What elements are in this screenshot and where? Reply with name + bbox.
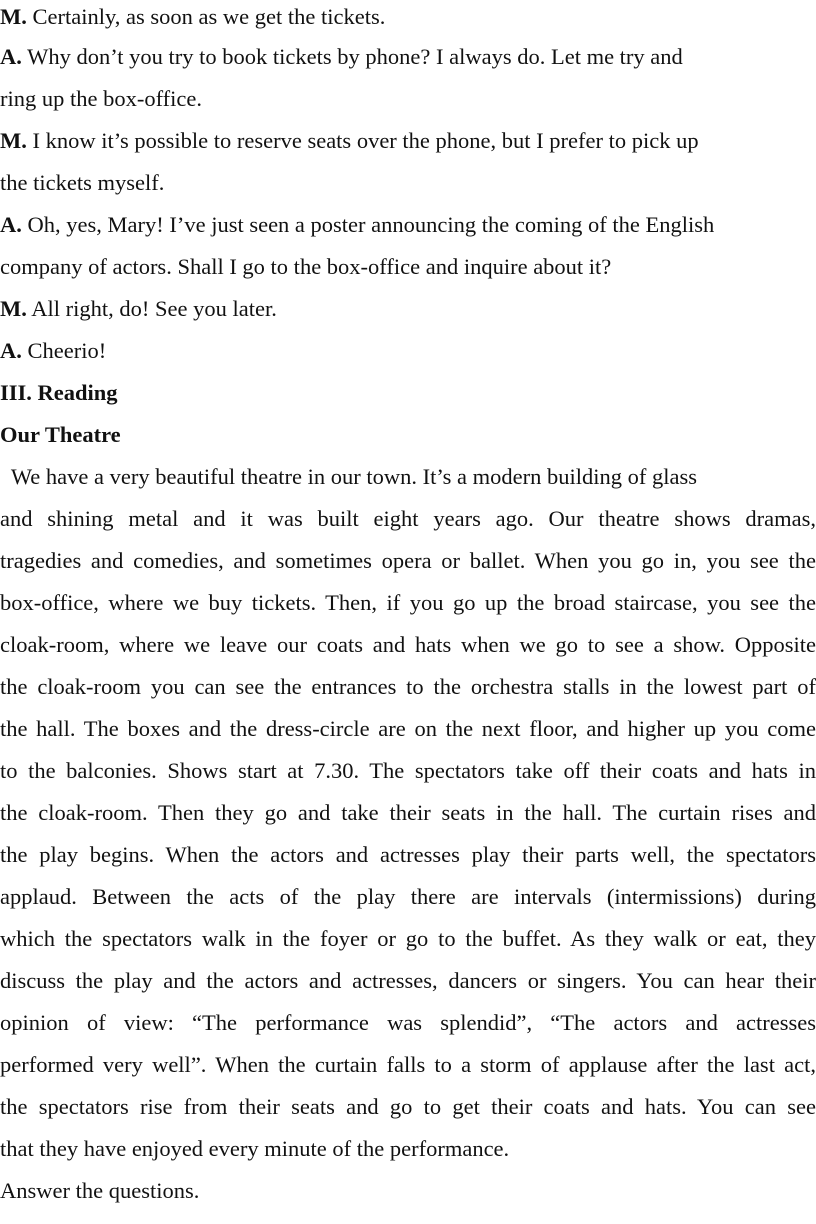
dialogue-line bbox=[0, 37, 816, 77]
instruction-text: Answer the questions. bbox=[0, 1178, 200, 1203]
dialogue-text: company of actors. Shall I go to the box-office and inquire about it? bbox=[0, 254, 612, 279]
paragraph-line: box-office, where we buy tickets. Then, if you go up the broad staircase, you see the bbox=[0, 590, 816, 615]
dialogue-line bbox=[0, 331, 816, 371]
dialogue-line bbox=[0, 289, 816, 329]
dialogue-line bbox=[0, 121, 816, 161]
speaker-label: M. bbox=[0, 128, 27, 153]
speaker-label: A. bbox=[0, 44, 22, 69]
dialogue-text: All right, do! See you later. bbox=[31, 296, 277, 321]
dialogue-text: Certainly, as soon as we get the tickets. bbox=[32, 4, 386, 29]
dialogue-line bbox=[0, 0, 816, 37]
paragraph-line: We have a very beautiful theatre in our town. It’s a modern building of glass bbox=[0, 464, 697, 489]
paragraph-line: and shining metal and it was built eight years ago. Our theatre shows dramas, bbox=[0, 506, 816, 531]
speaker-label: A. bbox=[0, 212, 22, 237]
speaker-label: M. bbox=[0, 296, 27, 321]
paragraph-line: the cloak-room you can see the entrances to the orchestra stalls in the lowest part of bbox=[0, 674, 816, 699]
dialogue-line-continued bbox=[0, 79, 816, 119]
paragraph-line: that they have enjoyed every minute of the performance. bbox=[0, 1136, 510, 1161]
paragraph-line: tragedies and comedies, and sometimes opera or ballet. When you go in, you see the bbox=[0, 548, 816, 573]
paragraph-line: opinion of view: “The performance was splendid”, “The actors and actresses bbox=[0, 1010, 816, 1035]
dialogue-text: the tickets myself. bbox=[0, 170, 165, 195]
speaker-label: A. bbox=[0, 338, 22, 363]
dialogue-text: Cheerio! bbox=[27, 338, 107, 363]
paragraph-line: which the spectators walk in the foyer or go to the buffet. As they walk or eat, they bbox=[0, 926, 816, 951]
paragraph-line: the hall. The boxes and the dress-circle are on the next floor, and higher up you come bbox=[0, 716, 816, 741]
paragraph-line: to the balconies. Shows start at 7.30. The spectators take off their coats and hats in bbox=[0, 758, 816, 783]
paragraph-line: cloak-room, where we leave our coats and hats when we go to see a show. Opposite bbox=[0, 632, 816, 657]
dialogue-line-continued bbox=[0, 247, 816, 287]
dialogue-text: ring up the box-office. bbox=[0, 86, 203, 111]
dialogue-line bbox=[0, 205, 816, 245]
paragraph-line: discuss the play and the actors and actresses, dancers or singers. You can hear their bbox=[0, 968, 816, 993]
section-heading: III. Reading bbox=[0, 380, 118, 405]
paragraph-line: applaud. Between the acts of the play there are intervals (intermissions) during bbox=[0, 884, 816, 909]
paragraph-line: the cloak-room. Then they go and take their seats in the hall. The curtain rises and bbox=[0, 800, 816, 825]
paragraph-line: the spectators rise from their seats and go to get their coats and hats. You can see bbox=[0, 1094, 816, 1119]
dialogue-text: I know it’s possible to reserve seats over the phone, but I prefer to pick up bbox=[32, 128, 699, 153]
paragraph-line: performed very well”. When the curtain falls to a storm of applause after the last act, bbox=[0, 1052, 816, 1077]
speaker-label: M. bbox=[0, 4, 27, 29]
dialogue-text: Oh, yes, Mary! I’ve just seen a poster announcing the coming of the English bbox=[27, 212, 715, 237]
reading-title: Our Theatre bbox=[0, 422, 121, 447]
dialogue-line-continued bbox=[0, 163, 816, 203]
dialogue-text: Why don’t you try to book tickets by phone? I always do. Let me try and bbox=[27, 44, 683, 69]
paragraph-line: the play begins. When the actors and actresses play their parts well, the spectators bbox=[0, 842, 816, 867]
